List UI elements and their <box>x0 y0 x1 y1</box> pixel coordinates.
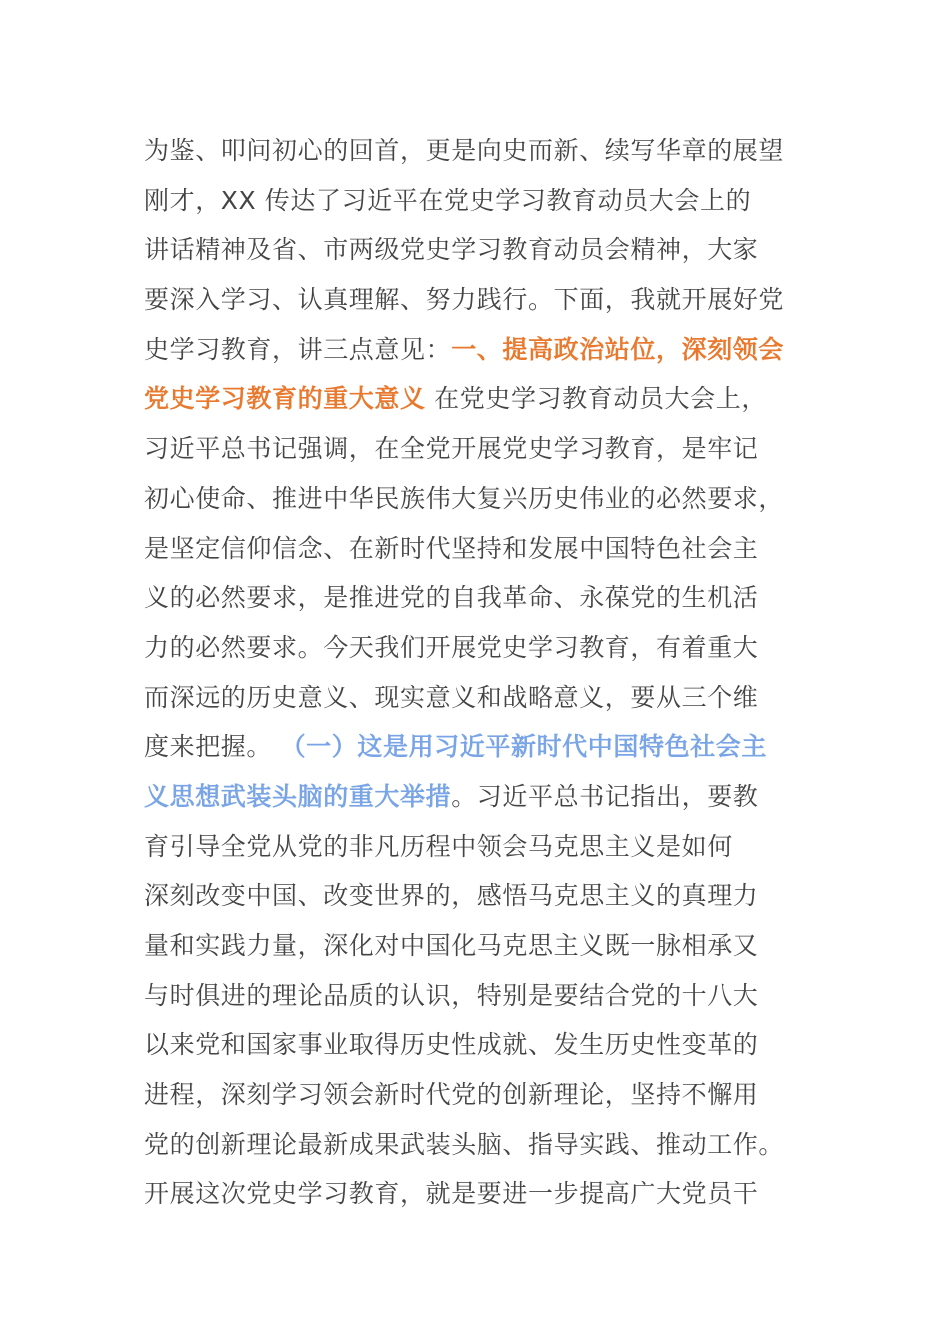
body-text: 是坚定信仰信念、在新时代坚持和发展中国特色社会主 <box>144 533 759 563</box>
document-body-text <box>144 126 816 1219</box>
body-text: 育引导全党从党的非凡历程中领会马克思主义是如何 <box>144 831 733 861</box>
text-line <box>144 573 816 623</box>
text-line <box>144 722 816 772</box>
text-line <box>144 424 816 474</box>
text-line <box>144 871 816 921</box>
text-line <box>144 126 816 176</box>
body-text: 开展这次党史学习教育，就是要进一步提高广大党员干 <box>144 1179 759 1209</box>
body-text: 而深远的历史意义、现实意义和战略意义，要从三个维 <box>144 682 759 712</box>
body-text: 要深入学习、认真理解、努力践行。下面，我就开展好党 <box>144 285 785 315</box>
text-line <box>144 225 816 275</box>
section-heading: 一、提高政治站位，深刻领会 <box>451 334 785 364</box>
body-text: 与时俱进的理论品质的认识，特别是要结合党的十八大 <box>144 980 759 1010</box>
body-text: 进程，深刻学习领会新时代党的创新理论，坚持不懈用 <box>144 1080 759 1110</box>
text-line <box>144 474 816 524</box>
body-text: 深刻改变中国、改变世界的，感悟马克思主义的真理力 <box>144 881 759 911</box>
text-line <box>144 1020 816 1070</box>
body-text: 讲话精神及省、市两级党史学习教育动员会精神，大家 <box>144 235 759 265</box>
subsection-heading: （一）这是用习近平新时代中国特色社会主 <box>280 732 767 762</box>
text-line <box>144 275 816 325</box>
text-line <box>144 971 816 1021</box>
text-line <box>144 1169 816 1219</box>
text-line <box>144 524 816 574</box>
body-text: 党的创新理论最新成果武装头脑、指导实践、推动工作。 <box>144 1129 785 1159</box>
body-text: 以来党和国家事业取得历史性成就、发生历史性变革的 <box>144 1030 759 1060</box>
text-line <box>144 1070 816 1120</box>
body-text: 刚才，XX 传达了习近平在党史学习教育动员大会上的 <box>144 185 752 215</box>
body-text: 为鉴、叩问初心的回首，更是向史而新、续写华章的展望 <box>144 136 785 165</box>
text-line <box>144 623 816 673</box>
text-line <box>144 921 816 971</box>
body-text: 力的必然要求。今天我们开展党史学习教育，有着重大 <box>144 632 759 662</box>
section-heading: 党史学习教育的重大意义 <box>144 384 426 414</box>
text-line <box>144 176 816 226</box>
body-text: 史学习教育，讲三点意见： <box>144 334 452 364</box>
body-text: 量和实践力量，深化对中国化马克思主义既一脉相承又 <box>144 931 759 960</box>
text-line <box>144 1120 816 1170</box>
text-line <box>144 325 816 375</box>
subsection-heading: 义思想武装头脑的重大举措 <box>144 781 452 811</box>
body-text: 度来把握。 <box>144 732 281 762</box>
body-text: 习近平总书记强调，在全党开展党史学习教育，是牢记 <box>144 434 759 464</box>
body-text: 。习近平总书记指出，要教 <box>451 781 759 811</box>
text-line <box>144 374 816 424</box>
body-text: 在党史学习教育动员大会上， <box>425 384 767 414</box>
body-text: 初心使命、推进中华民族伟大复兴历史伟业的必然要求， <box>144 483 785 513</box>
text-line <box>144 822 816 872</box>
text-line <box>144 772 816 822</box>
body-text: 义的必然要求，是推进党的自我革命、永葆党的生机活 <box>144 583 759 613</box>
text-line <box>144 673 816 723</box>
